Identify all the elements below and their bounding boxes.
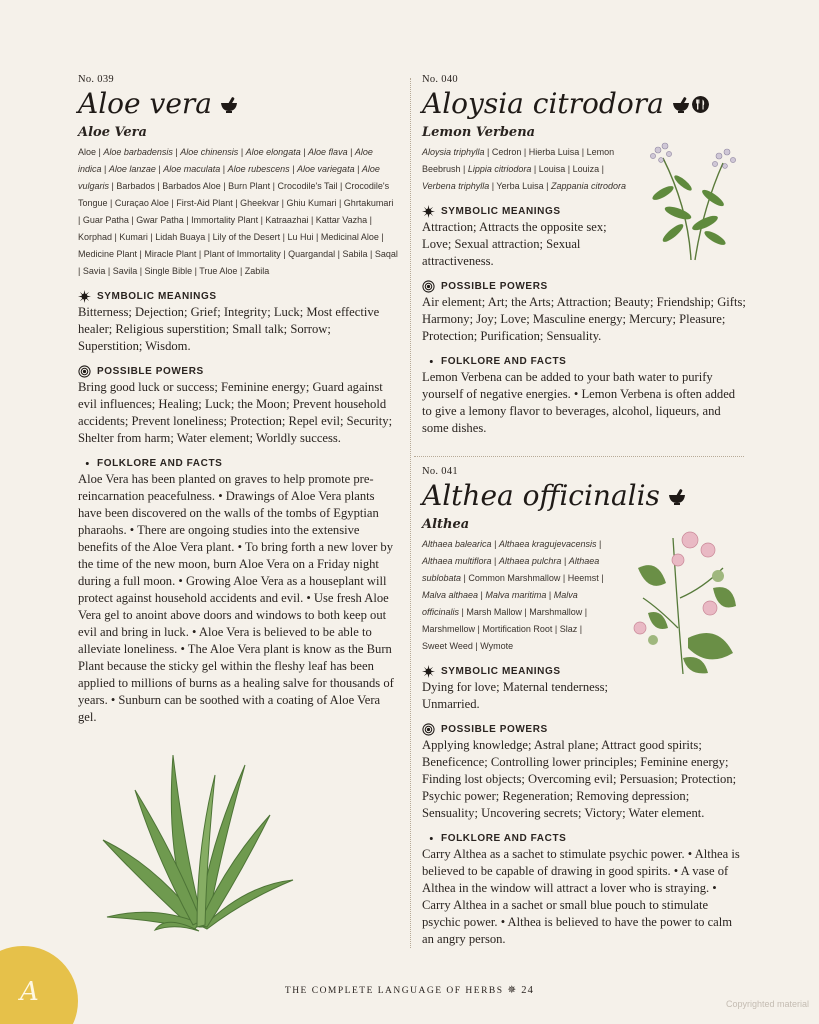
- folklore-heading: [422, 832, 747, 845]
- entry-number: No. 039: [78, 74, 114, 85]
- folklore-heading-text: FOLKLORE AND FACTS: [441, 356, 567, 367]
- alias-segment: |: [491, 556, 499, 566]
- usage-icons: [668, 488, 686, 505]
- powers-heading: [78, 365, 398, 378]
- lemon-verbena-illustration: [643, 138, 743, 263]
- alias-segment: |: [596, 539, 602, 549]
- entry-number: No. 040: [422, 74, 458, 85]
- powers-heading-text: POSSIBLE POWERS: [441, 281, 548, 292]
- usage-icons: [672, 96, 709, 113]
- alias-segment: Lippia citriodora: [467, 164, 532, 174]
- starburst-icon: [422, 665, 435, 678]
- alias-segment: Aloe rubescens: [227, 164, 290, 174]
- copyright-note: Copyrighted material: [725, 999, 809, 1009]
- folklore-heading-text: FOLKLORE AND FACTS: [441, 833, 567, 844]
- latin-name: [78, 87, 398, 121]
- mandala-icon: [422, 723, 435, 736]
- common-name: Lemon Verbena: [422, 125, 536, 140]
- symbolic-heading-text: SYMBOLIC MEANINGS: [441, 206, 561, 217]
- alias-segment: Aloe |: [78, 147, 104, 157]
- alias-list: [78, 144, 398, 280]
- alias-segment: |: [101, 164, 109, 174]
- symbolic-text: Dying for love; Maternal tenderness; Unmarried.: [422, 680, 609, 711]
- entry-number: No. 041: [422, 466, 458, 477]
- alias-segment: | Barbados | Barbados Aloe | Burn Plant | Crocodile's Tail | Crocodile's Tongue | Curaçao Aloe | First-Aid Plant | Gheekvar | Ghiu Kumari | Ghrtakumari | Guar Patha | Gwar Patha | Immortality Plant | Katraazhai | Kattar Vazha | Korphad | Kumari | Lidah Buaya | Lily of the Desert | Lu Hui | Medicinal Aloe | Medicine Plant | Miracle Plant | Plant of Immortality | Quargandal | Sabila | Saqal | Savia | Savila | Single Bible | True Aloe | Zabila: [78, 181, 398, 276]
- symbolic-text: Attraction; Attracts the opposite sex; Love; Sexual attraction; Sexual attractiveness.: [422, 220, 607, 268]
- alias-segment: | Cedron | Hierba Luisa | Lemon Beebrush |: [422, 147, 615, 174]
- alias-segment: |: [155, 164, 164, 174]
- alias-segment: Aloe flava: [308, 147, 348, 157]
- alias-segment: |: [172, 147, 181, 157]
- latin-name-text: Aloe vera: [78, 87, 212, 120]
- alias-segment: Zappania citrodora: [550, 181, 626, 191]
- common-name: Aloe Vera: [78, 125, 147, 140]
- moon-sun-icon: [78, 457, 91, 470]
- alias-segment: Aloe vulgaris: [78, 164, 380, 191]
- alias-segment: Verbena triphylla: [422, 181, 490, 191]
- alias-segment: Althaea sublobata: [422, 556, 600, 583]
- alias-segment: |: [220, 164, 228, 174]
- mortar-pestle-icon: [220, 96, 238, 113]
- column-divider: [410, 78, 411, 948]
- starburst-icon: [422, 205, 435, 218]
- alias-segment: Althaea pulchra: [498, 556, 562, 566]
- folklore-text: Lemon Verbena can be added to your bath water to purify yourself of negative energies. • Lemon Verbena is often added to give a lemony flavor to beverages, alcohol, liqueurs, and some dishes.: [422, 370, 736, 435]
- alias-segment: Malva officinalis: [422, 590, 578, 617]
- alias-list: [422, 536, 607, 655]
- alias-segment: Aloe variegata: [297, 164, 355, 174]
- alias-segment: Althaea balearica: [422, 539, 492, 549]
- page-footer: [0, 984, 819, 996]
- mandala-icon: [422, 280, 435, 293]
- fork-knife-icon: [692, 96, 709, 113]
- common-name: Althea: [422, 517, 470, 532]
- entry-divider: [414, 456, 744, 457]
- usage-icons: [220, 96, 238, 113]
- leaf-icon: ✵: [507, 985, 518, 996]
- alias-segment: Aloe elongata: [245, 147, 301, 157]
- alias-segment: Aloysia triphylla: [422, 147, 485, 157]
- symbolic-text: Bitterness; Dejection; Grief; Integrity; Luck; Most effective healer; Religious superstition; Small talk; Sorrow; Superstition; Wisdom.: [78, 305, 380, 353]
- symbolic-heading-text: SYMBOLIC MEANINGS: [97, 291, 217, 302]
- alias-segment: |: [561, 556, 569, 566]
- alias-segment: | Louisa | Louiza |: [531, 164, 604, 174]
- alias-segment: |: [238, 147, 246, 157]
- alias-segment: Althaea kragujevacensis: [498, 539, 597, 549]
- powers-text: Bring good luck or success; Feminine energy; Guard against evil influences; Healing; Luck; the Moon; Prevent household accidents; Prevent loneliness; Protection; Repel evil; Security; Shelter from harm; Water element; Worldly success.: [78, 380, 393, 445]
- mandala-icon: [78, 365, 91, 378]
- book-title: THE COMPLETE LANGUAGE OF HERBS: [284, 986, 504, 996]
- folklore-heading: [78, 457, 398, 470]
- alias-segment: Aloe chinensis: [180, 147, 239, 157]
- section-letter: A: [20, 977, 39, 1007]
- alias-segment: Aloe lanzae: [108, 164, 156, 174]
- alias-segment: |: [300, 147, 309, 157]
- latin-name: [422, 87, 747, 121]
- alias-segment: Malva althaea: [422, 590, 479, 600]
- moon-sun-icon: [422, 355, 435, 368]
- alias-segment: |: [354, 164, 362, 174]
- aloe-vera-illustration: [95, 745, 300, 935]
- powers-heading: [422, 280, 747, 293]
- latin-name-text: Althea officinalis: [422, 479, 660, 512]
- alias-list: [422, 144, 627, 195]
- powers-text: Air element; Art; the Arts; Attraction; Beauty; Friendship; Gifts; Harmony; Joy; Love; Masculine energy; Mercury; Pleasure; Protection; Purification; Sensuality.: [422, 295, 746, 343]
- powers-heading-text: POSSIBLE POWERS: [97, 366, 204, 377]
- alias-segment: | Yerba Luisa |: [489, 181, 551, 191]
- alias-segment: |: [546, 590, 554, 600]
- symbolic-heading-text: SYMBOLIC MEANINGS: [441, 666, 561, 677]
- alias-segment: |: [491, 539, 499, 549]
- alias-segment: Althaea multiflora: [422, 556, 492, 566]
- alias-segment: Aloe indica: [78, 147, 373, 174]
- powers-text: Applying knowledge; Astral plane; Attract good spirits; Beneficence; Controlling lower principles; Feminine energy; Finding lost objects; Overcoming evil; Persuasion; Protection; Psychic power; Regeneration; Removing depression; Sensuality; Uncovering secrets; Victory; Water element.: [422, 738, 737, 820]
- alias-segment: |: [478, 590, 486, 600]
- alias-segment: Malva maritima: [485, 590, 547, 600]
- alias-segment: | Marsh Mallow | Marshmallow | Marshmellow | Mortification Root | Slaz | Sweet Weed | Wymote: [422, 607, 588, 651]
- section-tab: [0, 946, 78, 1024]
- latin-name: [422, 479, 747, 513]
- alias-segment: Aloe maculata: [163, 164, 221, 174]
- powers-heading: [422, 723, 747, 736]
- entry-aloe-vera: [78, 74, 398, 726]
- folklore-heading-text: FOLKLORE AND FACTS: [97, 458, 223, 469]
- folklore-text: Carry Althea as a sachet to stimulate psychic power. • Althea is believed to be capable of drawing in good spirits. • A vase of Althea in the window will attract a lover who is straying. • Carry Althea in a sachet or small blue pouch to stimulate psychic power. • Althea is believed to have the power to calm an angry person.: [422, 847, 740, 946]
- moon-sun-icon: [422, 832, 435, 845]
- starburst-icon: [78, 290, 91, 303]
- powers-heading-text: POSSIBLE POWERS: [441, 724, 548, 735]
- alias-segment: Aloe barbadensis: [103, 147, 173, 157]
- folklore-heading: [422, 355, 747, 368]
- mortar-pestle-icon: [672, 96, 690, 113]
- folklore-text: Aloe Vera has been planted on graves to help promote pre-reincarnation peacefulness. • Drawings of Aloe Vera plants have been discovered on the walls of the tombs of Egyptian pharaohs. • There are ongoing studies into the extensive benefits of the Aloe Vera plant. • To bring forth a new lover by the time of the new moon, burn Aloe Vera on a Friday night during a full moon. • Growing Aloe Vera as a houseplant will protect against household accidents and evil. • Use fresh Aloe Vera gel to anoint above doors and windows to both keep out evil and bring in luck. • Aloe Vera is believed to be able to alleviate loneliness. • The Aloe Vera plant is know as the Burn Plant because the sticky gel within the fleshy leaf has been applied to millions of burns as a healing salve for thousands of years. • Sunburn can be soothed with a coating of Aloe Vera gel.: [78, 472, 394, 724]
- alias-segment: |: [289, 164, 298, 174]
- mortar-pestle-icon: [668, 488, 686, 505]
- latin-name-text: Aloysia citrodora: [422, 87, 664, 120]
- alias-segment: |: [347, 147, 355, 157]
- althea-illustration: [628, 528, 740, 676]
- symbolic-heading: [78, 290, 398, 303]
- page-number: 24: [521, 985, 535, 996]
- alias-segment: | Common Marshmallow | Heemst |: [461, 573, 604, 583]
